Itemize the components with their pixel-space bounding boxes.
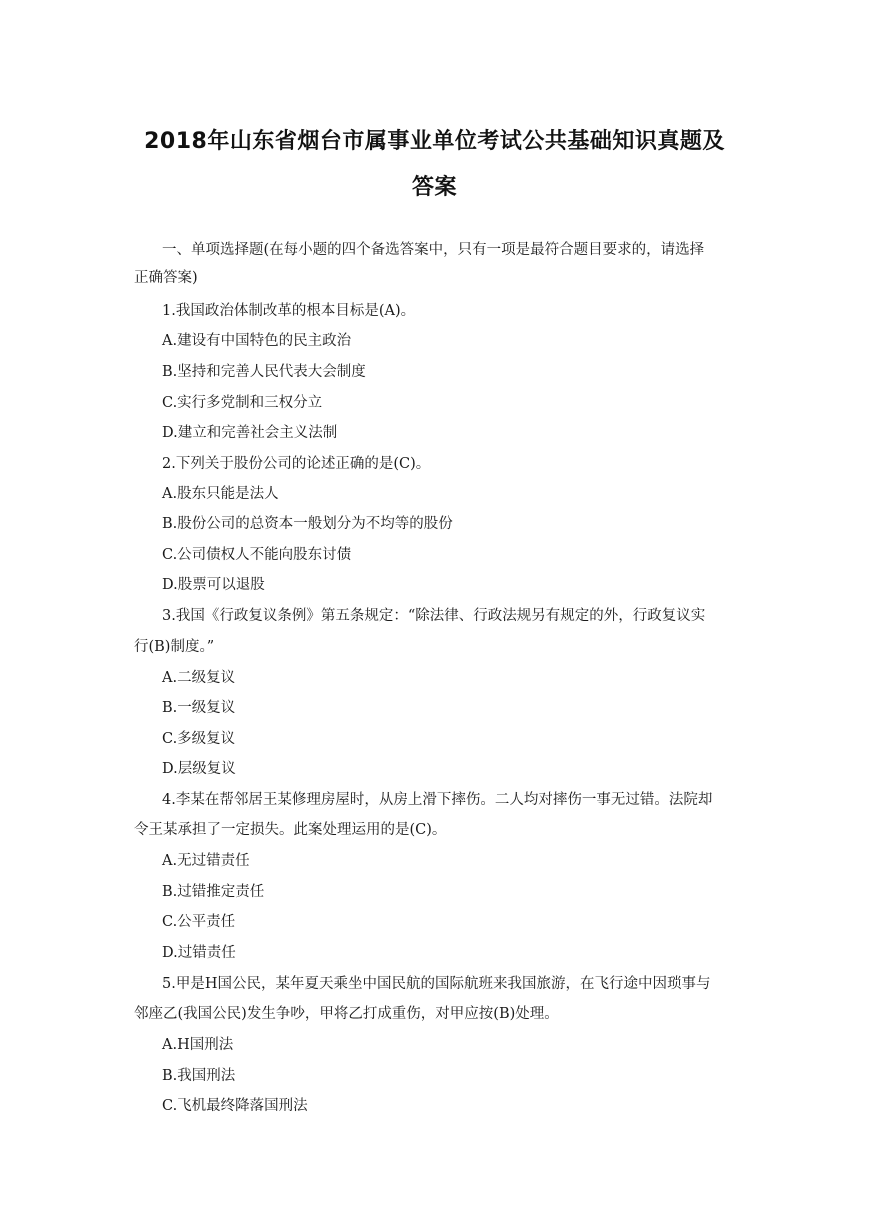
question-2-stem: 2.下列关于股份公司的论述正确的是(C)。 (162, 456, 431, 472)
question-4-stem: 4.李某在帮邻居王某修理房屋时，从房上滑下摔伤。二人均对摔伤一事无过错。法院却 (162, 792, 713, 808)
question-3-option-d: D.层级复议 (162, 761, 236, 777)
question-5-stem: 5.甲是H国公民，某年夏天乘坐中国民航的国际航班来我国旅游，在飞行途中因琐事与 (162, 976, 711, 992)
question-3-stem: 3.我国《行政复议条例》第五条规定：“除法律、行政法规另有规定的外，行政复议实 (162, 608, 706, 624)
question-3-option-b: B.一级复议 (162, 700, 236, 716)
question-3-option-a: A.二级复议 (162, 670, 236, 686)
question-5-option-a: A.H国刑法 (162, 1037, 234, 1053)
document-title-line-1: 2018年山东省烟台市属事业单位考试公共基础知识真题及 (144, 129, 725, 154)
section-heading-cont: 正确答案) (134, 270, 198, 286)
section-heading: 一、单项选择题(在每小题的四个备选答案中，只有一项是最符合题目要求的，请选择 (162, 242, 705, 258)
question-2-option-d: D.股票可以退股 (162, 577, 265, 593)
question-2-option-a: A.股东只能是法人 (162, 486, 279, 502)
question-1-option-a: A.建设有中国特色的民主政治 (162, 333, 352, 349)
question-3-stem-cont: 行(B)制度。” (134, 639, 215, 655)
question-1-option-b: B.坚持和完善人民代表大会制度 (162, 364, 366, 380)
question-5-option-c: C.飞机最终降落国刑法 (162, 1098, 308, 1114)
question-5-stem-cont: 邻座乙(我国公民)发生争吵，甲将乙打成重伤，对甲应按(B)处理。 (134, 1006, 559, 1022)
question-1-option-c: C.实行多党制和三权分立 (162, 395, 323, 411)
question-3-option-c: C.多级复议 (162, 731, 236, 747)
question-1-stem: 1.我国政治体制改革的根本目标是(A)。 (162, 303, 416, 319)
question-5-option-b: B.我国刑法 (162, 1068, 236, 1084)
question-2-option-b: B.股份公司的总资本一般划分为不均等的股份 (162, 516, 453, 532)
question-4-option-a: A.无过错责任 (162, 853, 250, 869)
question-4-option-b: B.过错推定责任 (162, 884, 265, 900)
question-4-option-c: C.公平责任 (162, 914, 236, 930)
question-4-stem-cont: 令王某承担了一定损失。此案处理运用的是(C)。 (134, 822, 447, 838)
question-2-option-c: C.公司债权人不能向股东讨债 (162, 547, 352, 563)
question-4-option-d: D.过错责任 (162, 945, 236, 961)
document-title-line-2: 答案 (411, 175, 457, 200)
question-1-option-d: D.建立和完善社会主义法制 (162, 425, 338, 441)
